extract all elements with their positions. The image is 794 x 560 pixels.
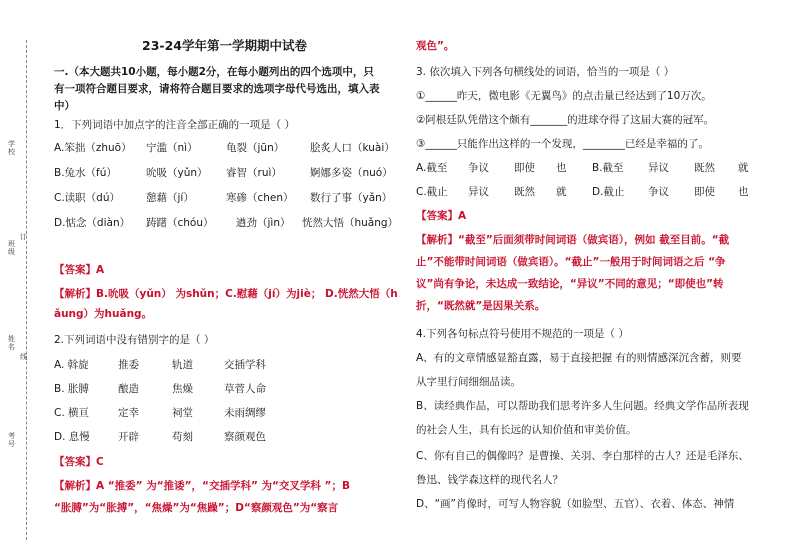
- q2-stem: 2.下列词语中没有错别字的是（ ）: [54, 334, 215, 346]
- q2-cell: D. 息慢: [54, 431, 90, 443]
- binding-dashed-line: [26, 40, 27, 540]
- q3-analysis-1: 【解析】“截至”后面须带时间词语（做宾语），例如 截至目前。“截: [416, 234, 730, 246]
- q2-analysis-continued: 观色”。: [416, 40, 455, 52]
- q1-cell: 睿智（ruì）: [226, 167, 282, 179]
- number-label: 考号: [8, 432, 15, 448]
- q3-cell: 即使: [514, 162, 535, 174]
- q1-cell: 婀娜多姿（nuó）: [310, 167, 393, 179]
- binding-margin: [0, 0, 34, 560]
- section1-instruction-2: 有一项符合题目要求，请将符合题目要求的选项字母代号选出，填入表: [54, 83, 380, 95]
- q2-cell: 开辟: [118, 431, 139, 443]
- q3-cell: 异议: [648, 162, 669, 174]
- name-label: 姓名: [8, 335, 15, 351]
- q1-cell: A.笨拙（zhuō）: [54, 142, 132, 154]
- q1-cell: B.兔水（fú）: [54, 167, 117, 179]
- q4-option-a-2: 从字里行间细细品读。: [416, 376, 521, 388]
- q4-option-b-1: B、读经典作品，可以帮助我们思考许多人生问题。经典文学作品所表现: [416, 400, 749, 412]
- q2-cell: B. 胀膊: [54, 383, 89, 395]
- page-title: 23-24学年第一学期期中试卷: [142, 38, 307, 53]
- q3-cell: D.截止: [592, 186, 625, 198]
- q2-cell: 轨道: [172, 359, 193, 371]
- q2-cell: 定幸: [118, 407, 139, 419]
- q1-cell: 遒劲（jìn）: [236, 217, 291, 229]
- q2-cell: 草菅人命: [224, 383, 266, 395]
- q3-cell: C.截止: [416, 186, 448, 198]
- q3-sentence-3: ③______只能作出这样的一个发现，________已经是幸福的了。: [416, 138, 709, 150]
- q1-cell: D.惦念（diàn）: [54, 217, 131, 229]
- section1-instruction-3: 中）: [54, 100, 75, 112]
- q4-option-c-2: 鲁迅、钱学森这样的现代名人？: [416, 474, 563, 486]
- q3-analysis-2: 止”不能带时间词语（做宾语）。“截止”一般用于时间词语之后 “争: [416, 256, 726, 268]
- q3-sentence-1: ①______昨天，微电影《无翼鸟》的点击量已经达到了10万次。: [416, 90, 712, 102]
- line-mark: 线: [20, 353, 27, 361]
- q1-cell: 踌躇（chóu）: [146, 217, 214, 229]
- q3-cell: 即使: [694, 186, 715, 198]
- q2-analysis-1: 【解析】A “推委” 为“推诿”，“交插学科” 为“交叉学科 ”；B: [54, 480, 350, 492]
- q1-answer: 【答案】A: [54, 264, 105, 276]
- q1-stem: 1．下列词语中加点字的注音全部正确的一项是（ ）: [54, 119, 296, 131]
- q3-cell: 异议: [468, 186, 489, 198]
- q2-cell: 焦燥: [172, 383, 193, 395]
- q3-analysis-4: 折，“既然就”是因果关系。: [416, 300, 546, 312]
- q3-answer: 【答案】A: [416, 210, 467, 222]
- q2-cell: 苟刻: [172, 431, 193, 443]
- q3-sentence-2: ②阿根廷队凭借这个颇有_______的进球夺得了这届大赛的冠军。: [416, 114, 715, 126]
- q1-cell: 数行了事（yǎn）: [310, 192, 393, 204]
- q2-cell: 未雨绸缪: [224, 407, 266, 419]
- q1-cell: 恍然大悟（huǎng）: [302, 217, 399, 229]
- q3-cell: 既然: [694, 162, 715, 174]
- school-label: 学校: [8, 140, 15, 156]
- q2-cell: A. 斡旋: [54, 359, 89, 371]
- q3-analysis-3: 议”尚有争论，未达成一致结论，“异议”不同的意见；“即使也”转: [416, 278, 724, 290]
- q1-analysis-1: 【解析】B.吮吸（yǔn） 为shǔn；C.慰藉（jí）为jiè； D.恍然大悟（h: [54, 288, 398, 300]
- q1-cell: 憩藉（jí）: [146, 192, 194, 204]
- q1-cell: 龟裂（jūn）: [226, 142, 285, 154]
- q2-cell: 交插学科: [224, 359, 266, 371]
- q2-cell: 祠堂: [172, 407, 193, 419]
- q3-cell: B.截至: [592, 162, 624, 174]
- class-label: 班级: [8, 240, 15, 256]
- q1-cell: 宁滥（nì）: [146, 142, 198, 154]
- q4-stem: 4.下列各句标点符号使用不规范的一项是（ ）: [416, 328, 629, 340]
- q3-cell: 争议: [648, 186, 669, 198]
- section1-instruction-1: 一.（本大题共10小题，每小题2分，在每小题列出的四个选项中，只: [54, 66, 374, 78]
- q3-cell: 就: [738, 162, 749, 174]
- q4-option-d-1: D、“画”肖像时，可写人物容貌（如脸型、五官）、衣着、体态、神情: [416, 498, 735, 510]
- q2-cell: 酿造: [118, 383, 139, 395]
- q3-cell: 既然: [514, 186, 535, 198]
- q3-cell: 也: [556, 162, 567, 174]
- q1-cell: C.读职（dú）: [54, 192, 120, 204]
- q2-answer: 【答案】C: [54, 456, 104, 468]
- seal-mark: 订: [20, 233, 27, 241]
- q3-cell: 争议: [468, 162, 489, 174]
- q4-option-b-2: 的社会人生，具有长远的认知价值和审美价值。: [416, 424, 637, 436]
- q3-stem: 3. 依次填入下列各句横线处的词语，恰当的一项是（ ）: [416, 66, 675, 78]
- q3-cell: 也: [738, 186, 749, 198]
- q1-cell: 脍炙人口（kuài）: [310, 142, 395, 154]
- q1-cell: 寒碜（chen）: [226, 192, 294, 204]
- q3-cell: A.截至: [416, 162, 448, 174]
- q3-cell: 就: [556, 186, 567, 198]
- q2-cell: 推委: [118, 359, 139, 371]
- q1-analysis-2: ǎung）为huǎng。: [54, 308, 153, 320]
- q2-cell: 察颜观色: [224, 431, 266, 443]
- q4-option-a-1: A、有的文章情感显豁直露，易于直接把握 有的则情感深沉含蓄，则要: [416, 352, 742, 364]
- q2-analysis-2: “胀膊”为“胀搏”，“焦燥”为“焦躁”；D“察颜观色”为“察言: [54, 502, 339, 514]
- q1-cell: 吮吸（yǔn）: [146, 167, 208, 179]
- q2-cell: C. 横亘: [54, 407, 90, 419]
- q4-option-c-1: C、你有自己的偶像吗？是曹操、关羽、李白那样的古人？还是毛泽东、: [416, 450, 749, 462]
